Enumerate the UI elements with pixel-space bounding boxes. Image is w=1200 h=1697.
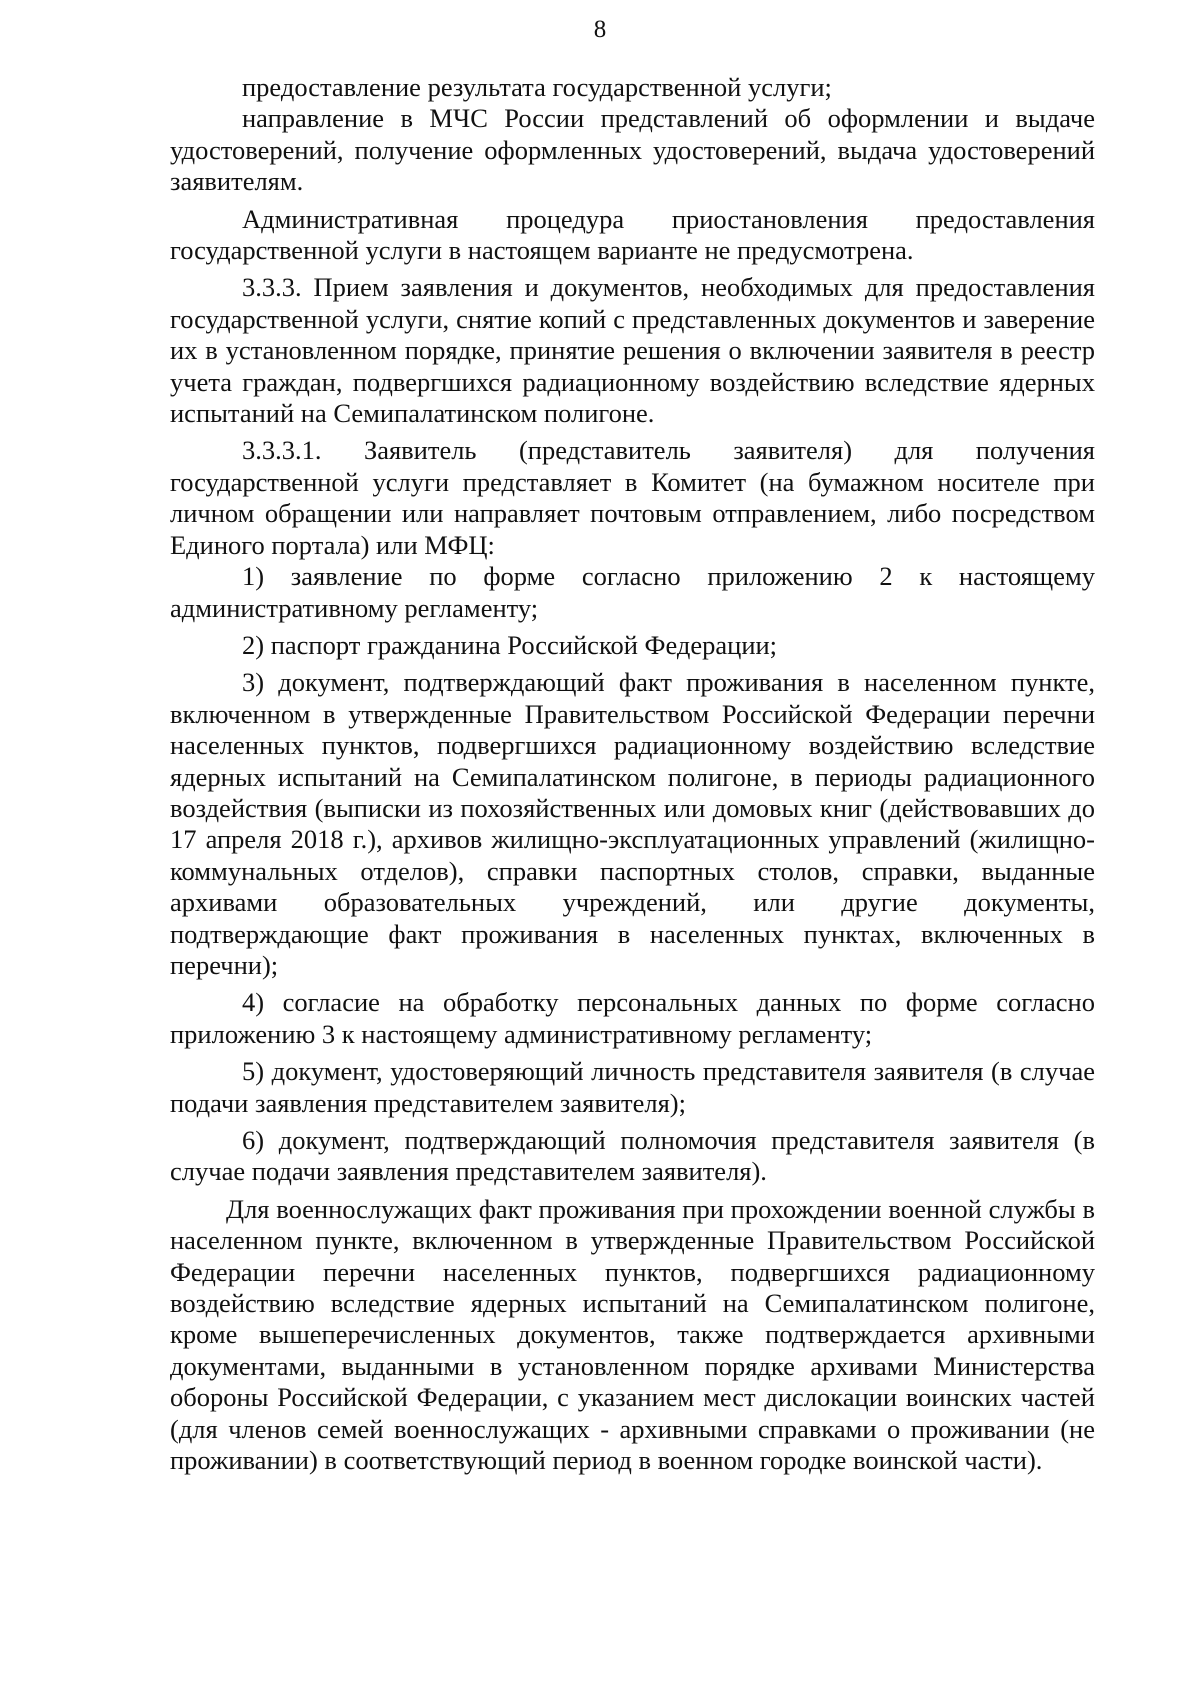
list-item-5: 5) документ, удостоверяющий личность представителя заявителя (в случае подачи заявления представителем заявителя); <box>170 1056 1095 1118</box>
paragraph-section-3-3-3-1: 3.3.3.1. Заявитель (представитель заявителя) для получения государственной услуги представляет в Комитет (на бумажном носителе при личном обращении или направляет почтовым отправлением, либо посредством Единого портала) или МФЦ: <box>170 435 1095 560</box>
paragraph-suspension-procedure: Административная процедура приостановления предоставления государственной услуги в настоящем варианте не предусмотрена. <box>170 203 1095 266</box>
list-item-4: 4) согласие на обработку персональных данных по форме согласно приложению 3 к настоящему административному регламенту; <box>170 987 1095 1049</box>
list-item-3: 3) документ, подтверждающий факт проживания в населенном пункте, включенном в утвержденные Правительством Российской Федерации перечни населенных пунктов, подвергшихся радиационному воздействию вследствие ядерных испытаний на Семипалатинском полигоне, в периоды радиационного воздействия (выписки из похозяйственных или домовых книг (действовавших до 17 апреля 2018 г.), архивов жилищно-эксплуатационных управлений (жилищно-коммунальных отделов), справки паспортных столов, справки, выданные архивами образовательных учреждений, или другие документы, подтверждающие факт проживания в населенных пунктах, включенных в перечни); <box>170 667 1095 980</box>
paragraph-military-personnel: Для военнослужащих факт проживания при прохождении военной службы в населенном пункте, включенном в утвержденные Правительством Российской Федерации перечни населенных пунктов, подвергшихся радиационному воздействию вследствие ядерных испытаний на Семипалатинском полигоне, кроме вышеперечисленных документов, также подтверждается архивными документами, выданными в установленном порядке архивами Министерства обороны Российской Федерации, с указанием мест дислокации воинских частей (для членов семей военнослужащих - архивными справками о проживании (не проживании) в соответствующий период в военном городке воинской части). <box>170 1193 1095 1476</box>
paragraph-result-provision: предоставление результата государственной услуги; <box>242 72 832 102</box>
list-item-1: 1) заявление по форме согласно приложению 2 к настоящему административному регламенту; <box>170 561 1095 623</box>
document-body <box>170 72 1095 1476</box>
page-number: 8 <box>593 16 607 43</box>
paragraph-mchs-submission: направление в МЧС России представлений об оформлении и выдаче удостоверений, получение оформленных удостоверений, выдача удостоверений заявителям. <box>170 103 1095 197</box>
paragraph-section-3-3-3: 3.3.3. Прием заявления и документов, необходимых для предоставления государственной услуги, снятие копий с представленных документов и заверение их в установленном порядке, принятие решения о включении заявителя в реестр учета граждан, подвергшихся радиационному воздействию вследствие ядерных испытаний на Семипалатинском полигоне. <box>170 272 1095 429</box>
list-item-6: 6) документ, подтверждающий полномочия представителя заявителя (в случае подачи заявления представителем заявителя). <box>170 1125 1095 1187</box>
list-item-2: 2) паспорт гражданина Российской Федерации; <box>242 629 778 660</box>
